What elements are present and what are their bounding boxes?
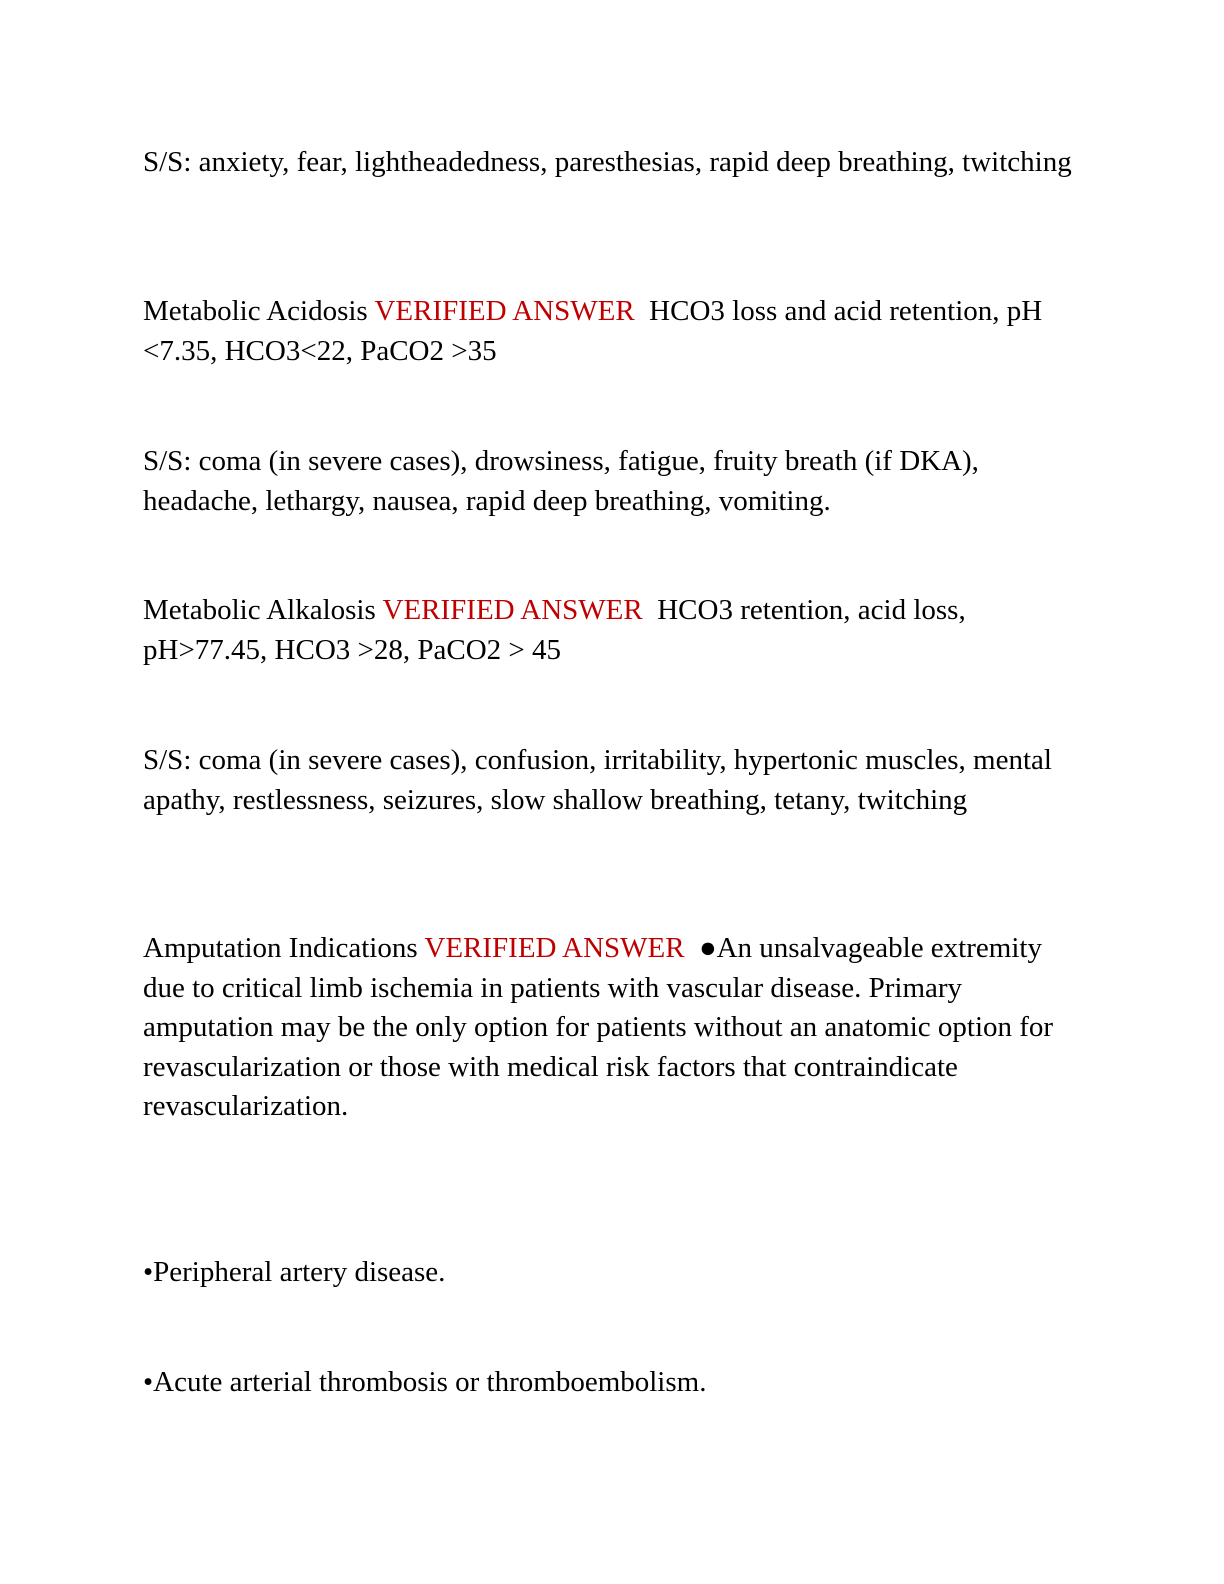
term: Metabolic Alkalosis [143,594,376,626]
ss-metabolic-alkalosis [143,741,1073,820]
amputation-indications-entry [143,929,1073,1127]
term: Metabolic Acidosis [143,295,368,327]
metabolic-acidosis-entry [143,292,1073,371]
bullet-acute-arterial-thrombosis [143,1363,1073,1403]
ss-text: S/S: coma (in severe cases), confusion, irritability, hypertonic muscles, mental apathy, restlessness, seizures, slow shallow breathing, tetany, twitching [143,744,1052,816]
answer-text: HCO3 retention, acid loss, pH>77.45, HCO3 >28, PaCO2 > 45 [143,594,966,666]
ss-text: S/S: anxiety, fear, lightheadedness, paresthesias, rapid deep breathing, twitching [143,146,1072,178]
bullet-peripheral-artery-disease [143,1253,1073,1293]
ss-metabolic-acidosis [143,442,1073,521]
bullet-text: •Peripheral artery disease. [143,1256,446,1288]
answer-text: ●An unsalvageable extremity due to critical limb ischemia in patients with vascular disease. Primary amputation may be the only option for patients without an anatomic option for revascularization or those with medical risk factors that contraindicate revascularization. [143,932,1054,1122]
metabolic-alkalosis-entry [143,591,1073,670]
bullet-text: •Acute arterial thrombosis or thromboembolism. [143,1366,707,1398]
answer-text: HCO3 loss and acid retention, pH <7.35, HCO3<22, PaCO2 >35 [143,295,1043,367]
verified-answer-label: VERIFIED ANSWER [424,932,685,964]
verified-answer-label: VERIFIED ANSWER [382,594,643,626]
ss-respiratory-alkalosis [143,143,1073,183]
ss-text: S/S: coma (in severe cases), drowsiness, fatigue, fruity breath (if DKA), headache, lethargy, nausea, rapid deep breathing, vomiting. [143,445,979,517]
term: Amputation Indications [143,932,418,964]
verified-answer-label: VERIFIED ANSWER [374,295,635,327]
